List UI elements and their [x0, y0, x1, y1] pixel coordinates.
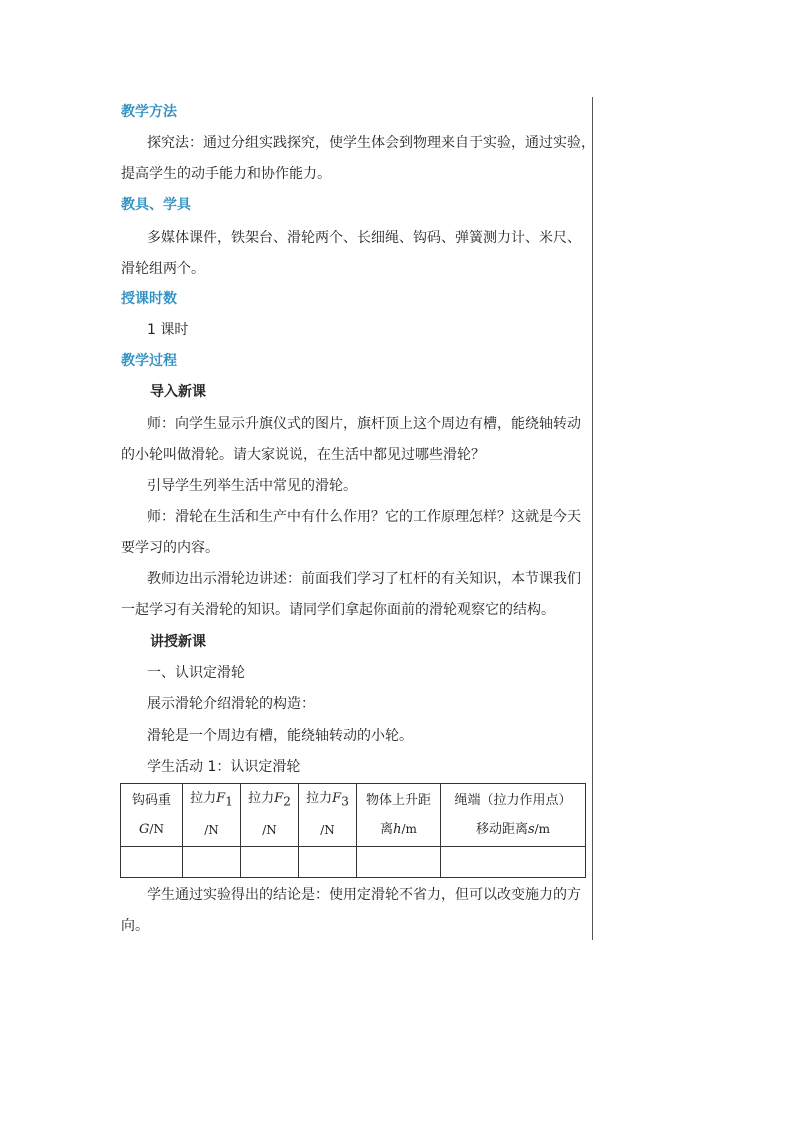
symbol-f: F	[332, 791, 342, 807]
intro-p2: 引导学生列举生活中常见的滑轮。	[147, 478, 357, 494]
header-hook-weight	[121, 784, 183, 847]
subscript-1: 1	[225, 794, 233, 809]
header-pull-label: 拉力	[248, 791, 275, 807]
unit-m: /m	[401, 821, 417, 836]
table-cell	[299, 847, 357, 878]
header-object-rise-label2: 离	[380, 821, 394, 837]
header-pull-f3	[299, 784, 357, 847]
method-text-line2: 提高学生的动手能力和协作能力。	[121, 166, 331, 182]
header-hook-weight-label: 钩码重	[131, 792, 171, 808]
section-heading-method: 教学方法	[121, 104, 177, 120]
table-cell	[183, 847, 241, 878]
symbol-f: F	[274, 791, 284, 807]
subscript-2: 2	[283, 794, 291, 809]
tools-text-line2: 滑轮组两个。	[121, 261, 205, 277]
subscript-3: 3	[341, 794, 349, 809]
unit-n: /N	[262, 822, 277, 837]
header-pull-label: 拉力	[190, 791, 217, 807]
table-cell	[441, 847, 586, 878]
symbol-g: G	[139, 821, 150, 837]
subheading-intro: 导入新课	[150, 384, 206, 400]
table-row	[121, 847, 586, 878]
table-cell	[357, 847, 441, 878]
lecture-item3: 滑轮是一个周边有槽，能绕轴转动的小轮。	[147, 728, 413, 744]
subheading-lecture: 讲授新课	[150, 634, 206, 650]
conclusion-line2: 向。	[121, 918, 149, 934]
header-pull-f1	[183, 784, 241, 847]
unit-n: /N	[320, 822, 335, 837]
intro-p1-line2: 的小轮叫做滑轮。请大家说说，在生活中都见过哪些滑轮？	[121, 447, 485, 463]
table-cell	[241, 847, 299, 878]
header-pull-label: 拉力	[306, 791, 333, 807]
unit-m: /m	[534, 821, 551, 836]
intro-p4-line1: 教师边出示滑轮边讲述：前面我们学习了杠杆的有关知识，本节课我们	[147, 571, 581, 587]
intro-p4-line2: 一起学习有关滑轮的知识。请同学们拿起你面前的滑轮观察它的结构。	[121, 602, 555, 618]
tools-text-line1: 多媒体课件，铁架台、滑轮两个、长细绳、钩码、弹簧测力计、米尺、	[147, 230, 581, 246]
intro-p3-line2: 要学习的内容。	[121, 540, 219, 556]
table-header-row	[121, 784, 586, 847]
header-pull-f2	[241, 784, 299, 847]
symbol-s: s	[527, 821, 535, 837]
section-heading-tools: 教具、学具	[121, 197, 191, 213]
intro-p3-line1: 师：滑轮在生活和生产中有什么作用？它的工作原理怎样？这就是今天	[147, 509, 581, 525]
unit-n: /N	[149, 821, 164, 836]
symbol-f: F	[216, 791, 226, 807]
table-cell	[121, 847, 183, 878]
margin-rule	[592, 97, 593, 940]
method-text-line1: 探究法：通过分组实践探究，使学生体会到物理来自于实验，通过实验，	[147, 135, 595, 151]
lecture-activity: 学生活动 1：认识定滑轮	[147, 759, 301, 775]
header-object-rise-label: 物体上升距	[365, 792, 431, 808]
section-heading-hours: 授课时数	[121, 291, 177, 307]
header-rope-end	[441, 784, 586, 847]
header-rope-end-label2: 移动距离	[475, 821, 528, 837]
header-rope-end-label: 绳端（拉力作用点）	[454, 792, 572, 808]
hours-text: 1 课时	[147, 322, 189, 338]
conclusion-line1: 学生通过实验得出的结论是：使用定滑轮不省力，但可以改变施力的方	[147, 887, 581, 903]
lecture-item2: 展示滑轮介绍滑轮的构造：	[147, 696, 315, 712]
unit-n: /N	[204, 822, 219, 837]
lecture-item1: 一、认识定滑轮	[147, 665, 245, 681]
symbol-h: h	[393, 821, 402, 837]
experiment-table	[120, 783, 586, 878]
section-heading-process: 教学过程	[121, 353, 177, 369]
header-object-rise	[357, 784, 441, 847]
intro-p1-line1: 师：向学生显示升旗仪式的图片，旗杆顶上这个周边有槽，能绕轴转动	[147, 416, 581, 432]
